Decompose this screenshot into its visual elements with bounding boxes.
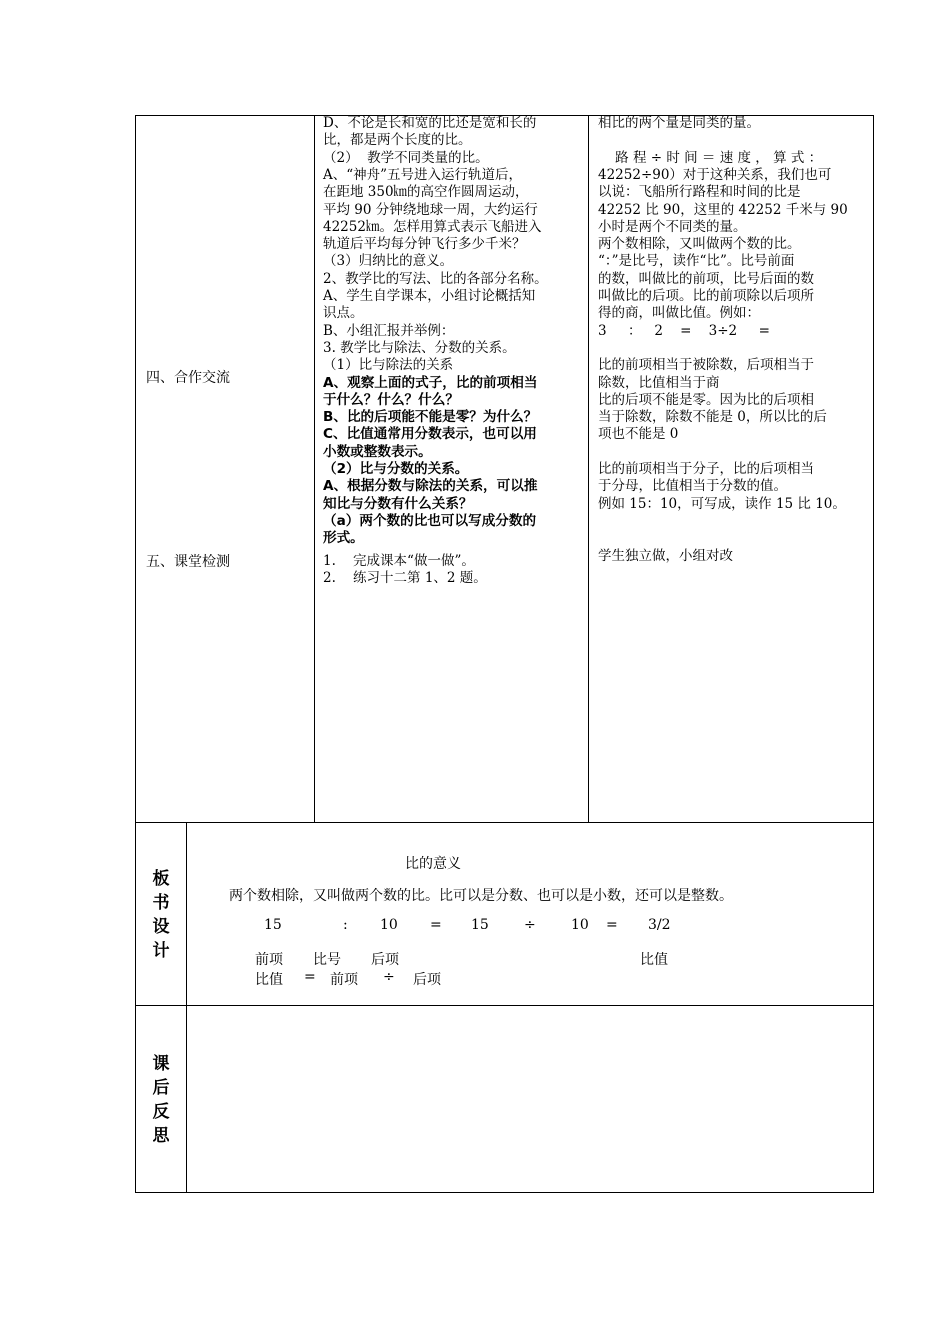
process-line: 知比与分数有什么关系？ <box>323 495 473 512</box>
reflection-label: 课后反思 <box>152 1054 170 1146</box>
process-line: 比，都是两个长度的比。 <box>323 132 472 149</box>
process-line: 平均 90 分钟绕地球一周，大约运行 <box>323 201 538 218</box>
process-line: D、不论是长和宽的比还是宽和长的 <box>323 115 537 131</box>
process-line: （3）归纳比的意义。 <box>323 253 454 270</box>
process-line: B、比的后项能不能是零？为什么？ <box>323 409 538 426</box>
eq-colon: : <box>343 917 348 933</box>
process-line: 轨道后平均每分钟飞行多少千米？ <box>323 236 526 253</box>
formula-equals: = <box>304 969 316 985</box>
activity-line: 小时是两个不同类的量。 <box>598 218 747 235</box>
eq-front-number: 15 <box>264 917 282 933</box>
board-design-label: 板书设计 <box>152 869 170 961</box>
eq-equals-2: = <box>606 917 618 933</box>
eq-dividend: 15 <box>471 917 489 933</box>
name-ratio-value: 比值 <box>640 952 668 968</box>
divider-stage-middle <box>314 115 315 823</box>
process-line: （2） 教学不同类量的比。 <box>323 149 489 166</box>
activity-line: 比的前项相当于分子，比的后项相当 <box>598 461 814 477</box>
activity-line: 除数，比值相当于商 <box>598 374 720 391</box>
process-line: A、“神舟”五号进入运行轨道后， <box>323 166 523 183</box>
activity-line: 以说：飞船所行路程和时间的比是 <box>598 184 801 201</box>
process-line: 42252㎞。怎样用算式表示飞船进入 <box>323 218 542 235</box>
activity-line: 叫做比的后项。比的前项除以后项所 <box>598 288 814 304</box>
table-border-bottom <box>135 1192 874 1193</box>
stage-cooperation: 四、合作交流 <box>146 370 230 386</box>
formula-back: 后项 <box>413 972 441 988</box>
process-line: 于什么？什么？什么？ <box>323 391 459 408</box>
activity-line: 当于除数，除数不能是 0，所以比的后 <box>598 409 827 426</box>
name-back-term: 后项 <box>371 952 399 968</box>
eq-fraction: 3/2 <box>648 917 671 933</box>
name-ratio-sign: 比号 <box>313 952 341 968</box>
process-line: 小数或整数表示。 <box>323 443 432 460</box>
activity-line: 42252÷90）对于这种关系，我们也可 <box>598 166 832 183</box>
activity-line: 的数，叫做比的前项，比号后面的数 <box>598 270 814 287</box>
process-line: 识点。 <box>323 305 364 322</box>
task-item: 1. 完成课本“做一做”。 <box>323 553 475 569</box>
formula-value: 比值 <box>255 972 283 988</box>
process-line: A、学生自学课本，小组讨论概括知 <box>323 288 536 304</box>
activity-line: 相比的两个量是同类的量。 <box>598 115 760 131</box>
process-line: （1）比与除法的关系 <box>323 357 454 374</box>
eq-equals-1: = <box>430 917 442 933</box>
activity-line: 于分母，比值相当于分数的值。 <box>598 478 787 495</box>
process-line: 2、教学比的写法、比的各部分名称。 <box>323 270 548 287</box>
formula-front: 前项 <box>330 972 358 988</box>
process-line: 在距地 350㎞的高空作圆周运动， <box>323 184 529 201</box>
activity-line: 42252 比 90，这里的 42252 千米与 90 <box>598 201 848 218</box>
board-title: 比的意义 <box>405 856 461 872</box>
process-line: C、比值通常用分数表示，也可以用 <box>323 426 537 443</box>
activity-line: 两个数相除，又叫做两个数的比。 <box>598 236 801 253</box>
process-line: A、观察上面的式子，比的前项相当 <box>323 374 538 391</box>
activity-line: 得的商，叫做比值。例如： <box>598 305 760 322</box>
eq-divisor: 10 <box>571 917 589 933</box>
activity-line: 路 程 ÷ 时 间 ＝ 速 度 ， 算 式 ： <box>598 149 823 166</box>
divider-label-column <box>186 822 187 1193</box>
table-border-left <box>135 115 136 1193</box>
divider-middle-right <box>588 115 589 823</box>
name-front-term: 前项 <box>255 952 283 968</box>
activity-line: 比的前项相当于被除数，后项相当于 <box>598 357 814 374</box>
activity-line: 3 ： 2 = 3÷2 = <box>598 322 770 339</box>
activity-line: “：”是比号，读作“比”。比号前面 <box>598 253 795 270</box>
stage-classroom-test: 五、课堂检测 <box>146 554 230 570</box>
process-line: A、根据分数与除法的关系，可以推 <box>323 478 538 495</box>
process-line: （a）两个数的比也可以写成分数的 <box>323 512 537 529</box>
process-line: 形式。 <box>323 530 364 547</box>
activity-line: 例如 15：10，可写成，读作 15 比 10。 <box>598 495 846 512</box>
activity-line: 比的后项不能是零。因为比的后项相 <box>598 391 814 408</box>
process-line: （2）比与分数的关系。 <box>323 461 469 477</box>
process-line: B、小组汇报并举例： <box>323 322 455 339</box>
board-definition: 两个数相除，又叫做两个数的比。比可以是分数、也可以是小数，还可以是整数。 <box>229 888 733 904</box>
formula-divide: ÷ <box>383 969 395 985</box>
table-border-right <box>873 115 874 1193</box>
process-line: 3. 教学比与除法、分数的关系。 <box>323 339 516 356</box>
divider-row-board <box>135 822 874 823</box>
task-item: 2. 练习十二第 1、2 题。 <box>323 570 487 586</box>
eq-back-number: 10 <box>380 917 398 933</box>
eq-divide-sign: ÷ <box>524 917 536 933</box>
divider-row-reflection <box>135 1005 874 1006</box>
activity-line: 学生独立做，小组对改 <box>598 547 733 564</box>
activity-line: 项也不能是 0 <box>598 426 679 443</box>
